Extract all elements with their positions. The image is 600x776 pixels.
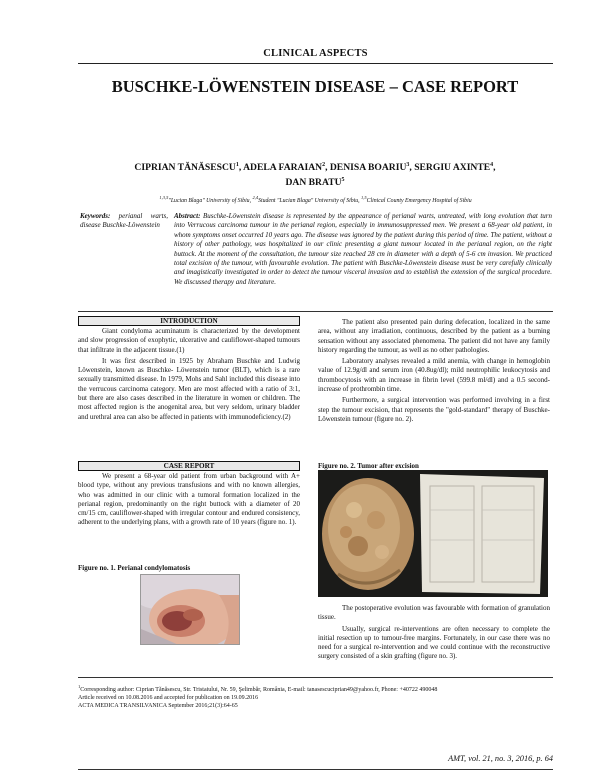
figure2-caption: Figure no. 2. Tumor after excision [318,462,419,470]
abstract: Abstract: Buschke-Löwenstein disease is represented by the appearance of perianal warts, untreated, with long evolution that turn into Verrucous carcinoma tumour in the perianal region, especially in immunosuppressed men. We present a 68-year old patient, in whom symptoms onset occurred 10 years ago. The disease was ignored by the patient during this period of time. The patient, without a history of other pathology, was hospitalized in our clinic presenting a giant tumour located in the perianal region, on the right buttock. At the moment of the consultation, the tumour size reached 28 cm in diameter with a depth of 5-6 cm invasion. We practiced total excision of the tumour, with favourable evolution. The patient with Buschke-Löwenstein disease must be very carefully clinically and imagistically investigated in order to detect the tumour visceral invasion and to establish the extension of the surgical procedure. We discussed therapy and literature. [174,212,553,286]
affiliations: $^{1,3,5}$"Lucian Blaga" University of Sibiu, $^{2,4}$Student "Lucian Blaga" University of Sibiu, $^{1,5}$Clinical County Emergency Hospital of Sibiu [159,195,472,204]
author: SERGIU AXINTE [414,162,491,174]
figure2-image [318,470,548,597]
introduction-heading: INTRODUCTION [78,316,300,326]
author-list: CIPRIAN TĂNĂSESCU$^1$, ADELA FARAIAN$^2$, DENISA BOARIU$^3$, SERGIU AXINTE$^4$, DAN BRATU$^5$ [134,162,496,189]
author: DAN BRATU [285,177,342,189]
abstract-rule [78,311,553,312]
keywords: Keywords: perianal warts, disease Buschke-Löwenstein [80,212,168,230]
right-column-text: The patient also presented pain during defecation, localized in the same area, without any irradiation, continuous, described by the patient as a burning sensation without any associated phenomena. The patient did not have any family history regarding the tumour, as well as no other pathologies. Laboratory analyses revealed a mild anemia, with change in hemoglobin value of 12.9g/dl and serum iron (40.8ug/dl); mild neutrophilic leukocytosis and thrombocytosis with an increase in fibrin level (599.8 mł/dl) and a 0.5 second-increase of prothrombin time. Furthermore, a surgical intervention was performed involving in a first step the tumour excision, that represents the "gold-standard" therapy of Buschke-Löwenstein tumour (figure no. 2). [318,318,550,423]
case-report-heading: CASE REPORT [78,461,300,471]
header-rule [78,63,553,64]
figure1-caption: Figure no. 1. Perianal condylomatosis [78,564,191,572]
author: CIPRIAN TĂNĂSESCU [134,162,236,174]
author: DENISA BOARIU [329,162,407,174]
article-title: BUSCHKE-LÖWENSTEIN DISEASE – CASE REPORT [111,77,519,96]
figure1-image [140,574,240,645]
author: ADELA FARAIAN [243,162,323,174]
case-report-text: We present a 68-year old patient from urban background with A+ blood type, without any previous transfusions and with no known allergies, who was admitted in our clinic with a tumoral formation localized in the perianal region, predominantly on the right buttock with a diameter of 20 cm/15 cm, cauliflower-shaped with irregular contour and endured consistency, adherent to the underlying plans, with a growth rate of 10 years (figure no. 1). [78,472,300,527]
section-header: CLINICAL ASPECTS [263,48,368,59]
footnotes: $^1$Corresponding author: Ciprian Tănăsescu, Str. Tristaiului, Nr. 59, Şelimbăr, România, E-mail: tanasescuciprian49@yahoo.fr, Phone: +40722 490048 Article received on 10.08.2016 and accepted for publication on 19.09.2016 ACTA MEDICA TRANSILVANICA September 2016;21(3):64-65 [78,684,438,710]
footnote-rule [78,677,553,678]
right-column-text-continued: The postoperative evolution was favourable with formation of granulation tissue. Usually, surgical re-interventions are often necessary to complete the initial resection up to tumour-free margins. Fortunately, in our case there was no need for a surgical re-intervention and we could continue with the reconstructive surgery consisted of a skin grafting (figure no. 3). [318,604,550,661]
footer-rule [78,769,553,770]
introduction-text: Giant condyloma acuminatum is characterized by the development and slow progression of exophytic, ulcerative and cauliflower-shaped tumours that infiltrate in the adjacent tissue.(1) It was first described in 1925 by Abraham Buschke and Ludwig Löwenstein, known as Buschke- Löwenstein tumor (BLT), which is a rare sexually transmitted disease. In 1979, Mohs and Sahl included this disease into the verrucous carcinoma category. Men are most affected with a ratio of 3:1, but there are also cases described in the literature in women or children. The most affected region is the anogenital area, but very seldom, urinary bladder and urethral area can also be affected in patients with immunodeficiency.(2) [78,327,300,421]
page-footer: AMT, vol. 21, no. 3, 2016, p. 64 [448,754,553,763]
